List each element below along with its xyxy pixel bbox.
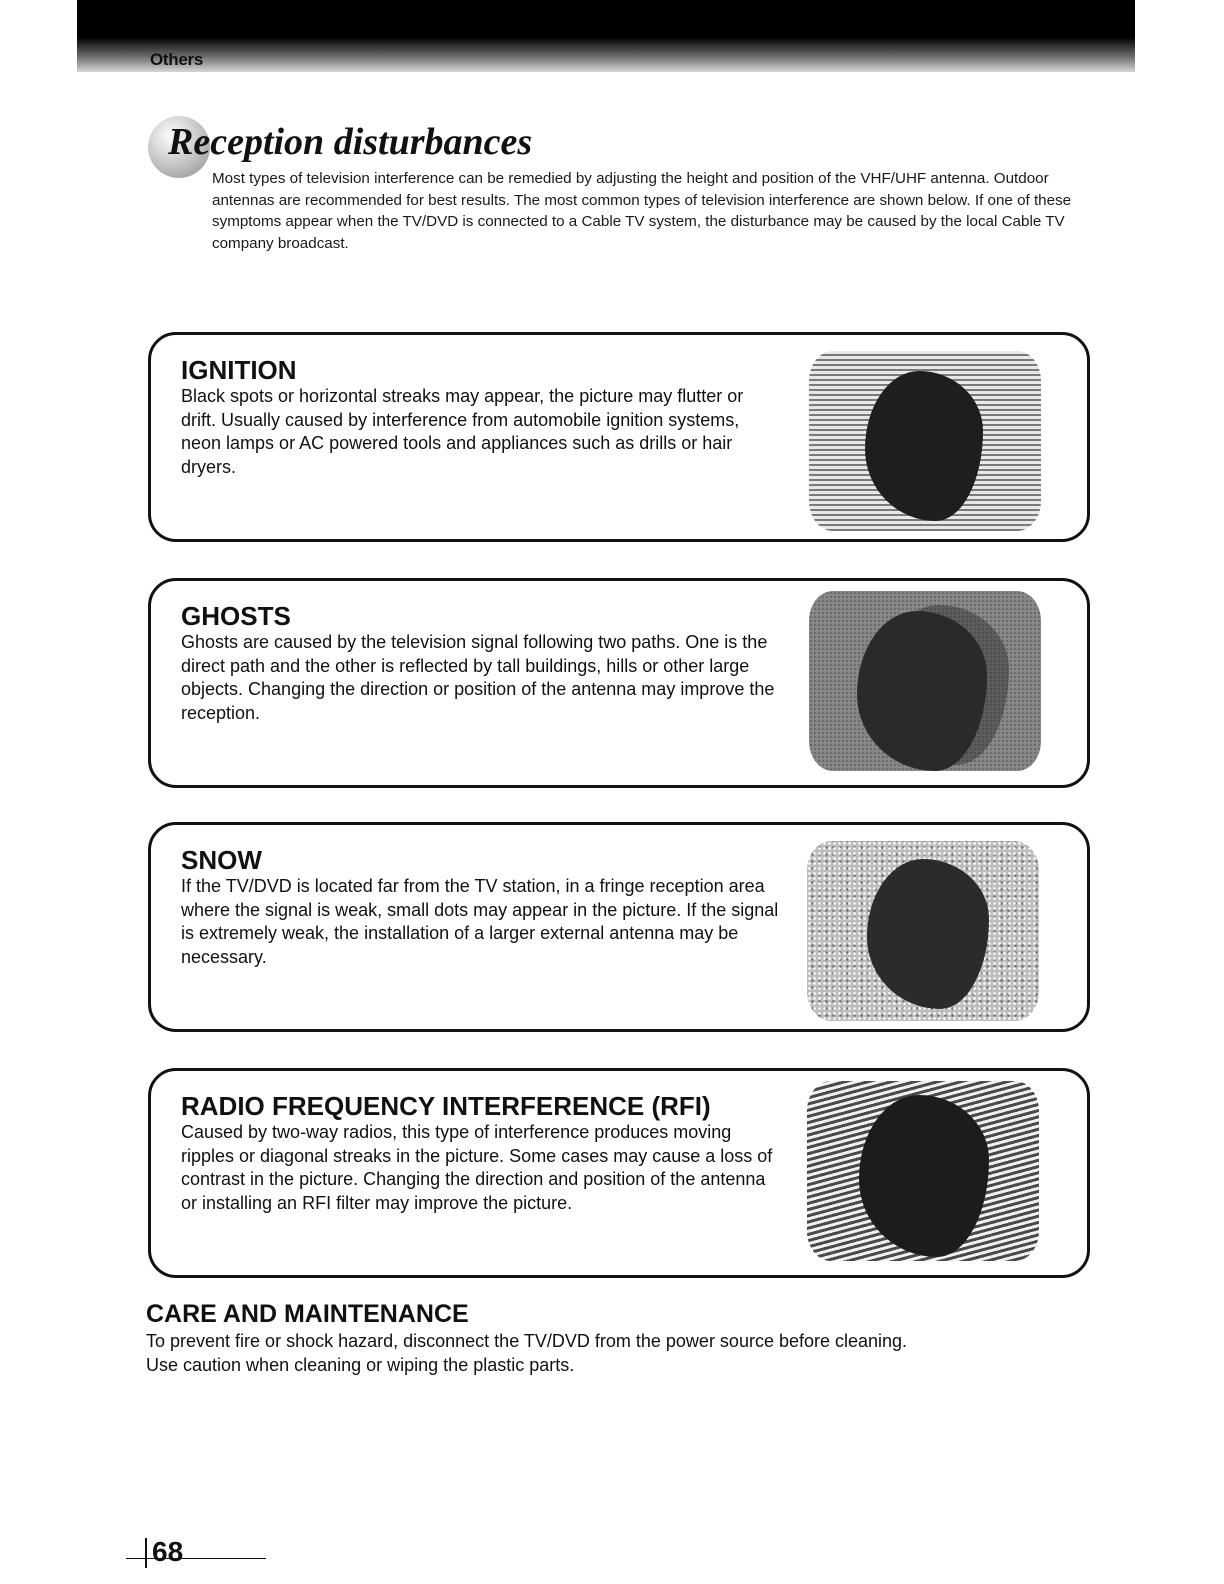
- disturbance-description: Ghosts are caused by the television signal following two paths. One is the direct path and the other is reflected by tall buildings, hills or other large objects. Changing the direction or position of the antenna may improve the reception.: [181, 632, 775, 723]
- page-number: 68: [152, 1536, 184, 1567]
- intro-paragraph: Most types of television interference can be remedied by adjusting the height and position of the VHF/UHF antenna. Outdoor antennas are recommended for best results. The most common types of television interference are shown below. If one of these symptoms appear when the TV/DVD is connected to a Cable TV system, the disturbance may be caused by the local Cable TV company broadcast.: [212, 170, 1072, 252]
- silhouette-figure: [859, 1095, 989, 1257]
- silhouette-figure: [865, 371, 983, 521]
- care-line: To prevent fire or shock hazard, disconnect the TV/DVD from the power source before cleaning.: [146, 1331, 908, 1351]
- page-number-tick: [145, 1538, 147, 1568]
- ignition-example-image: [809, 351, 1041, 531]
- disturbance-description: Caused by two-way radios, this type of interference produces moving ripples or diagonal streaks in the picture. Some cases may cause a loss of contrast in the picture. Changing the direction and position of the antenna or installing an RFI filter may improve the picture.: [181, 1122, 773, 1213]
- section-label: Others: [150, 50, 203, 69]
- disturbance-description: Black spots or horizontal streaks may appear, the picture may flutter or drift. Usually caused by interference from automobile ignition systems, neon lamps or AC powered tools and appliances such as drills or hair dryers.: [181, 386, 744, 477]
- disturbance-card-ghosts: [148, 578, 1090, 788]
- disturbance-card-ignition: [148, 332, 1090, 542]
- disturbance-title: IGNITION: [181, 355, 297, 385]
- disturbance-title: SNOW: [181, 845, 262, 875]
- care-title: CARE AND MAINTENANCE: [146, 1300, 469, 1328]
- rfi-example-image: [807, 1081, 1039, 1261]
- disturbance-description: If the TV/DVD is located far from the TV station, in a fringe reception area where the signal is weak, small dots may appear in the picture. If the signal is extremely weak, the installation of a larger external antenna may be necessary.: [181, 876, 779, 967]
- silhouette-figure: [857, 611, 987, 771]
- care-text: [146, 1330, 1046, 1377]
- disturbance-title: GHOSTS: [181, 601, 291, 631]
- disturbance-title: RADIO FREQUENCY INTERFERENCE (RFI): [181, 1091, 711, 1121]
- page-number-rule: [126, 1558, 266, 1559]
- page-title: Reception disturbances: [168, 121, 533, 163]
- disturbance-card-snow: [148, 822, 1090, 1032]
- silhouette-figure: [867, 859, 989, 1009]
- care-line: Use caution when cleaning or wiping the plastic parts.: [146, 1354, 575, 1375]
- snow-example-image: [807, 841, 1039, 1021]
- header-bar: [77, 0, 1135, 72]
- ghosts-example-image: [809, 591, 1041, 771]
- disturbance-card-rfi: [148, 1068, 1090, 1278]
